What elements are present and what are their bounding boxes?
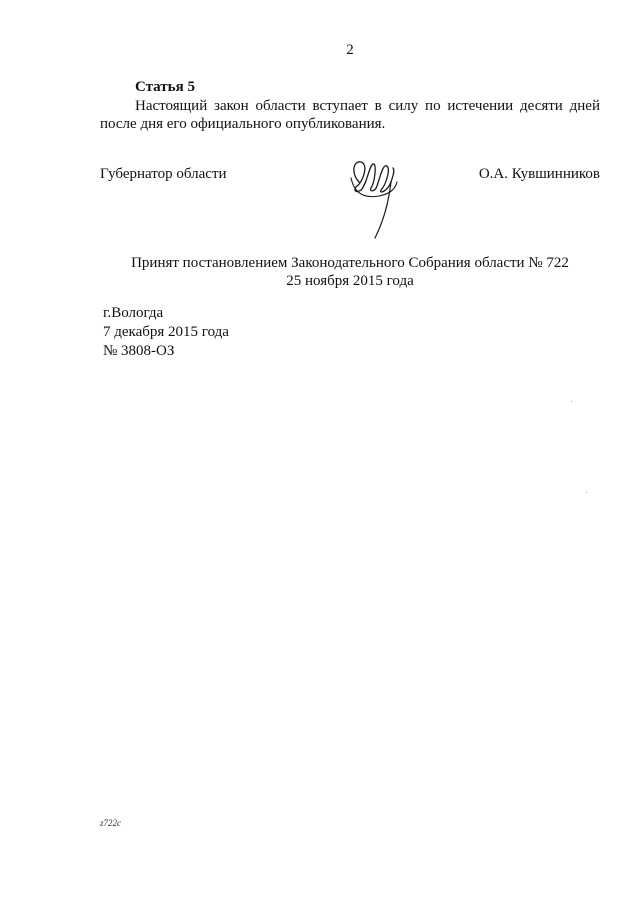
article-text: Настоящий закон области вступает в силу по истечении десяти дней после дня его официального опубликования.	[100, 98, 600, 132]
scan-speck	[571, 401, 572, 402]
page-number: 2	[346, 42, 354, 58]
adoption-line-1: Принят постановлением Законодательного Собрания области № 722	[131, 255, 569, 271]
signatory-name: О.А. Кувшинников	[478, 166, 600, 182]
document-code: z722c	[100, 818, 121, 828]
article-title: Статья 5	[135, 79, 195, 95]
adoption-note	[0, 254, 640, 290]
scan-speck	[586, 492, 587, 493]
signatory-position: Губернатор области	[100, 166, 227, 182]
law-number: № 3808-ОЗ	[103, 343, 175, 359]
signing-date: 7 декабря 2015 года	[103, 324, 229, 340]
adoption-line-2: 25 ноября 2015 года	[286, 273, 414, 289]
city: г.Вологда	[103, 305, 164, 321]
place-date-block	[103, 304, 229, 361]
handwritten-signature	[345, 152, 405, 242]
